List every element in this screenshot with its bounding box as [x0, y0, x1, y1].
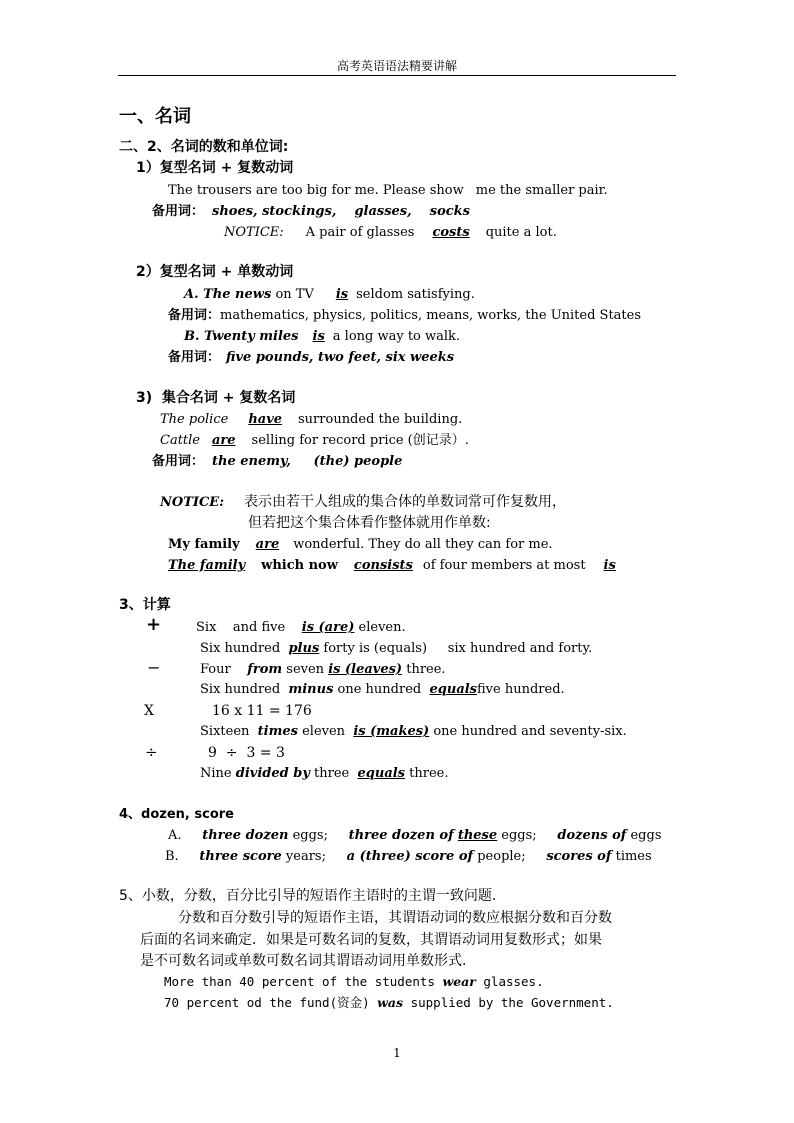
example-text: which now: [261, 558, 338, 573]
example-my-family: [168, 536, 553, 554]
paragraph-line: 分数和百分数引导的短语作主语，其谓语动词的数应根据分数和百分数: [178, 910, 612, 926]
example-text: eggs;: [292, 828, 328, 843]
page-number: 1: [393, 1046, 401, 1060]
example-text: wonderful. They do all they can for me.: [293, 537, 553, 552]
subsection-2-heading: 2）复型名词 + 单数动词: [136, 264, 294, 280]
example-news: [184, 286, 475, 304]
backup-label: 备用词：: [168, 308, 221, 323]
notice-text: A pair of glasses: [305, 225, 415, 240]
example-subject: Cattle: [160, 433, 200, 448]
phrase-underlined: these: [457, 828, 498, 843]
paragraph-line: 后面的名词来确定．如果是可数名词的复数，其谓语动词用复数形式；如果: [140, 932, 602, 948]
verb-underlined: is (are): [301, 620, 355, 635]
notice-line: [224, 224, 557, 242]
operator-word: minus: [288, 682, 334, 697]
example-plus-2: [200, 640, 592, 658]
backup-words-line: [168, 349, 454, 367]
verb-underlined: are: [212, 433, 236, 448]
example-text: Six and five: [196, 620, 286, 635]
notice-label: NOTICE:: [160, 495, 225, 510]
operator-word: from: [247, 662, 283, 677]
example-text: eleven.: [358, 620, 406, 635]
example-text: one hundred: [337, 682, 422, 697]
section-4-title: [119, 806, 234, 824]
example-text: three.: [406, 662, 446, 677]
example-text: a long way to walk.: [332, 329, 461, 344]
example-text: years;: [285, 849, 326, 864]
page-header-title: 高考英语语法精要讲解: [336, 59, 457, 73]
example-text: eggs;: [501, 828, 537, 843]
verb-underlined: costs: [432, 225, 470, 240]
phrase: three score: [199, 849, 282, 864]
header-rule: [118, 75, 676, 76]
example-text: eleven: [302, 724, 346, 739]
backup-label: 备用词：: [152, 204, 205, 219]
example-text: five hundred.: [477, 682, 565, 697]
example-subject: The police: [160, 412, 229, 427]
notice-text: 但若把这个集合体看作整体就用作单数:: [248, 515, 491, 531]
subsection-1-heading: 1）复型名词 + 复数动词: [136, 160, 294, 176]
notice-text: quite a lot.: [485, 225, 557, 240]
divide-symbol: ÷: [145, 743, 158, 761]
example-text: times: [615, 849, 652, 864]
phrase: three dozen of: [348, 828, 454, 843]
backup-words: mathematics, physics, politics, means, works, the United States: [220, 308, 642, 323]
example-subject: The family: [168, 558, 246, 573]
paragraph-line: 是不可数名词或单数可数名词其谓语动词用单数形式.: [140, 953, 467, 969]
phrase: three dozen: [202, 828, 289, 843]
example-text: of four members at most: [422, 558, 586, 573]
backup-label: 备用词：: [152, 454, 205, 469]
example-the-family: [168, 557, 624, 575]
operator-word: plus: [288, 641, 320, 656]
notice-text: 表示由若干人组成的集合体的单数词常可作复数用，: [244, 494, 567, 510]
example-trousers: [168, 182, 608, 200]
example-minus-2: [200, 681, 565, 699]
example-text: The trousers are too big for me. Please show: [168, 183, 464, 198]
item-label: A.: [168, 828, 182, 843]
section-3-title: 3、计算: [119, 597, 171, 613]
example-cattle: [160, 432, 469, 450]
verb-underlined: have: [248, 412, 283, 427]
backup-words: shoes, stockings, glasses, socks: [212, 204, 470, 219]
minus-symbol: −: [147, 658, 161, 677]
example-text: forty is (equals) six hundred and forty.: [323, 641, 593, 656]
example-text: supplied by the Government.: [410, 995, 614, 1010]
example-text: selling for record price (创记录）.: [251, 433, 469, 448]
example-text: eggs: [630, 828, 662, 843]
notice-label: NOTICE:: [224, 225, 284, 240]
verb-underlined: consists: [353, 558, 413, 573]
verb-underlined: equals: [429, 682, 477, 697]
example-text: Sixteen: [200, 724, 250, 739]
backup-words-line: [152, 203, 470, 221]
example-subject: B. Twenty miles: [184, 329, 299, 344]
section-2-title: 二、2、名词的数和单位词:: [119, 139, 289, 155]
example-text: Four: [200, 662, 231, 677]
example-subject: A. The news: [184, 287, 272, 302]
verb-underlined: is: [335, 287, 349, 302]
example-times-1: 16 x 11 = 176: [212, 703, 312, 719]
section-1-title: 一、名词: [119, 106, 191, 127]
verb-underlined: is (leaves): [328, 662, 403, 677]
example-text: Nine: [200, 766, 232, 781]
subsection-3-heading: 3) 集合名词 + 复数名词: [136, 390, 296, 406]
verb-underlined: are: [255, 537, 280, 552]
backup-words: five pounds, two feet, six weeks: [226, 350, 455, 365]
example-text: one hundred and seventy-six.: [433, 724, 627, 739]
example-text: surrounded the building.: [298, 412, 463, 427]
backup-label: 备用词：: [168, 350, 221, 365]
example-percent-fund: [164, 994, 614, 1012]
example-text: seldom satisfying.: [356, 287, 475, 302]
example-text: seven: [286, 662, 325, 677]
verb-underlined: is: [312, 329, 325, 344]
example-text: on TV: [275, 287, 314, 302]
verb-underlined: is: [603, 558, 616, 573]
example-text: Six hundred: [200, 641, 281, 656]
example-text: three: [314, 766, 350, 781]
verb-underlined: is (makes): [353, 724, 430, 739]
example-text: glasses.: [483, 974, 544, 989]
plus-symbol: +: [146, 614, 162, 635]
score-line: [165, 848, 652, 866]
phrase: a (three) score of: [346, 849, 474, 864]
section-5-title: 5、小数，分数，百分比引导的短语作主语时的主谓一致问题.: [119, 888, 497, 904]
backup-words-line: [168, 307, 641, 325]
example-miles: [184, 328, 460, 346]
dozen-line: [168, 827, 662, 845]
phrase: dozens of: [557, 828, 627, 843]
operator-word: times: [257, 724, 298, 739]
example-text: me the smaller pair.: [475, 183, 608, 198]
backup-words: the enemy, (the) people: [212, 454, 403, 469]
example-text: three.: [409, 766, 449, 781]
verb-bold: was: [377, 995, 404, 1010]
example-minus-1: [200, 661, 446, 679]
example-plus-1: [196, 619, 406, 637]
verb-bold: wear: [442, 974, 476, 989]
verb-underlined: equals: [357, 766, 405, 781]
example-text: people;: [477, 849, 526, 864]
example-text: Six hundred: [200, 682, 281, 697]
example-police: [160, 411, 462, 429]
example-times-2: [200, 723, 627, 741]
example-text: More than 40 percent of the students: [164, 974, 435, 989]
backup-words-line: [152, 453, 402, 471]
section-4-title-text: 4、dozen, score: [119, 807, 234, 822]
notice-collective: [160, 493, 566, 512]
example-div-2: [200, 765, 448, 783]
item-label: B.: [165, 849, 179, 864]
phrase: scores of: [546, 849, 612, 864]
example-subject: My family: [168, 537, 240, 552]
example-text: 70 percent od the fund(资金): [164, 995, 370, 1010]
times-symbol: X: [144, 703, 154, 719]
example-percent-students: [164, 973, 544, 991]
example-div-1: 9 ÷ 3 = 3: [208, 745, 285, 761]
operator-word: divided by: [235, 766, 310, 781]
